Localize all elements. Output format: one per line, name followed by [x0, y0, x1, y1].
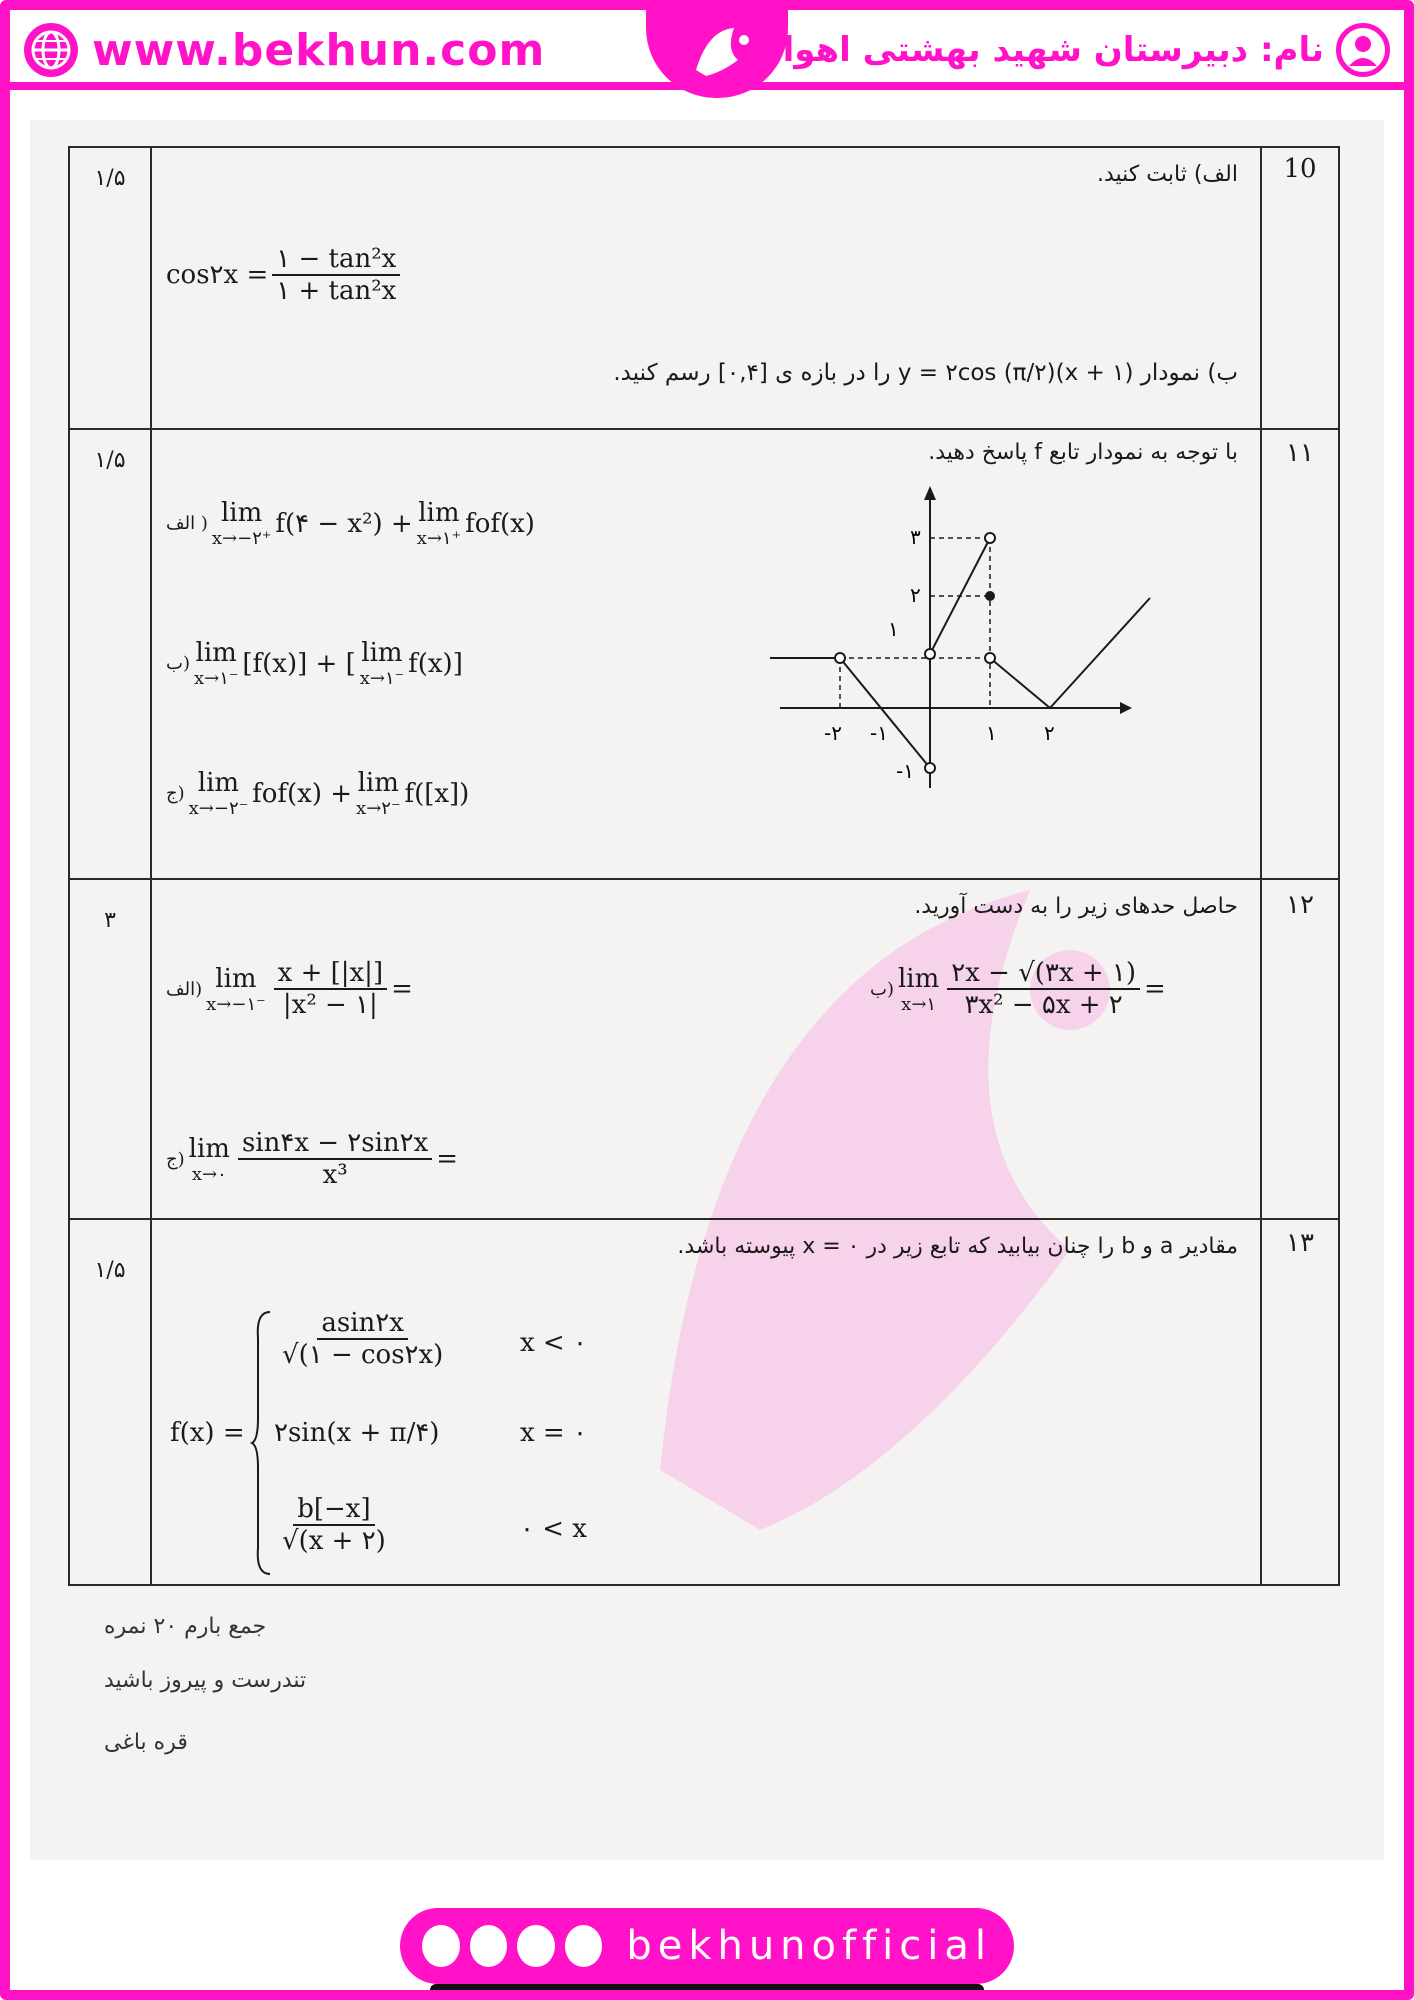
page-header [10, 10, 1404, 90]
instagram-icon[interactable] [565, 1925, 603, 1967]
q10-fraction [272, 244, 400, 306]
q13-row2-expression: ۲sin(x + π/۴) [274, 1418, 440, 1448]
limit [189, 1134, 230, 1185]
q11-b-body1: [f(x)] + [ [242, 648, 356, 679]
lim-text: lim [361, 638, 403, 668]
row-divider [70, 878, 1338, 880]
lim-sub: x→۱⁻ [193, 668, 239, 689]
lim-text: lim [188, 1133, 230, 1164]
q10-identity [166, 244, 404, 306]
q13-row3-condition: ۰ < x [520, 1514, 587, 1544]
q13-row1-condition: x < ۰ [520, 1328, 587, 1358]
teacher-name: قره باغی [104, 1730, 188, 1755]
question-score: ۱/۵ [94, 1258, 126, 1283]
number-column-divider [1260, 148, 1262, 1584]
q13-row1-fraction [278, 1308, 447, 1370]
y-tick-label: ۳ [910, 525, 921, 549]
q11-part-c [166, 768, 469, 819]
limit [194, 638, 238, 689]
q13-fx: f(x) = [170, 1418, 245, 1448]
q13-row2-condition: x = ۰ [520, 1418, 587, 1448]
denominator: x³ [322, 1160, 348, 1190]
limit [206, 964, 265, 1015]
q10-lhs: cos۲x = [166, 260, 269, 290]
numerator: asin۲x [317, 1308, 408, 1340]
y-axis-arrow [924, 486, 936, 500]
q11-prompt: با توجه به نمودار تابع f پاسخ دهید. [928, 440, 1238, 465]
lim-sub: x→۱⁻ [359, 668, 405, 689]
q12-b-fraction [947, 958, 1140, 1020]
site-url[interactable]: www.bekhun.com [92, 24, 546, 76]
globe-icon [24, 23, 78, 77]
lim-sub: x→−۱⁻ [206, 993, 266, 1015]
numerator: sin۴x − ۲sin۲x [238, 1128, 432, 1160]
q11-function-graph [760, 478, 1160, 798]
limit [212, 498, 271, 549]
limit [356, 768, 400, 819]
q11-c-body2: f([x]) [404, 778, 470, 809]
q11-b-label: ب) [166, 653, 190, 674]
equals-sign: = [1144, 974, 1166, 1004]
guide-lines [840, 538, 990, 708]
q11-part-b [166, 638, 463, 689]
q11-c-body1: fof(x) + [252, 778, 353, 809]
globe-lines [24, 23, 78, 77]
question-score: ۱/۵ [94, 448, 126, 473]
filled-point [985, 591, 995, 601]
x-tick-label: -۲ [824, 721, 842, 745]
lim-sub: x→۱ [901, 993, 937, 1015]
q11-c-label: ج) [166, 783, 185, 804]
total-score-note: جمع بارم ۲۰ نمره [104, 1614, 267, 1639]
denominator: √(۱ − cos۲x) [282, 1340, 444, 1370]
lim-text: lim [357, 768, 399, 798]
exam-table [68, 146, 1340, 1586]
school-title: نام: دبیرستان شهید بهشتی اهواز [763, 30, 1324, 70]
row-divider [70, 1218, 1338, 1220]
denominator: |x² − ۱| [282, 990, 378, 1020]
question-score: ۳ [104, 908, 116, 933]
q10-part-b: ب) نمودار y = ۲cos (π/۲)(x + ۱) را در بازه ی [۰,۴] رسم کنید. [613, 360, 1238, 386]
user-icon [1336, 23, 1390, 77]
limit [417, 498, 461, 549]
question-score: ۱/۵ [94, 166, 126, 191]
numerator: ۲x − √(۳x + ۱) [947, 958, 1140, 990]
open-point [835, 653, 845, 663]
youtube-icon[interactable] [470, 1925, 508, 1967]
site-link[interactable] [24, 22, 545, 78]
lim-sub: x→−۲⁺ [211, 528, 272, 549]
limit [189, 768, 248, 819]
x-axis-arrow [1120, 702, 1132, 714]
y-tick-label: ۲ [910, 583, 921, 607]
social-handle[interactable]: bekhunofficial [626, 1923, 993, 1969]
q11-a-body2: fof(x) [465, 508, 535, 539]
limit [898, 964, 939, 1015]
q12-a-fraction [274, 958, 387, 1020]
q13-piecewise [170, 1308, 690, 1578]
question-number: 10 [1283, 154, 1317, 184]
q12-part-b [870, 958, 1166, 1020]
open-point [985, 653, 995, 663]
social-bar[interactable] [400, 1908, 1014, 1984]
equals-sign: = [391, 974, 413, 1004]
aparat-icon[interactable] [422, 1925, 460, 1967]
q13-prompt: مقادیر a و b را چنان بیابید که تابع زیر در x = ۰ پیوسته باشد. [677, 1234, 1238, 1259]
question-number: ۱۳ [1286, 1228, 1314, 1258]
telegram-icon[interactable] [517, 1925, 555, 1967]
lim-text: lim [897, 963, 940, 994]
lim-sub: x→۱⁺ [416, 528, 462, 549]
x-tick-label: ۲ [1044, 721, 1055, 745]
q10-denominator: ۱ + tan²x [276, 276, 397, 306]
denominator: √(x + ۲) [282, 1526, 386, 1556]
open-point [985, 533, 995, 543]
y-tick-label: ۱ [888, 617, 899, 641]
equals-sign: = [436, 1144, 459, 1174]
numerator: x + [|x|] [274, 958, 387, 990]
q10-part-a: الف) ثابت کنید. [1096, 162, 1238, 187]
q11-a-label: الف ) [166, 513, 208, 534]
y-tick-label: -۱ [896, 759, 914, 783]
lim-text: lim [215, 963, 257, 994]
lim-text: lim [220, 498, 263, 528]
q13-row3-fraction [278, 1494, 390, 1556]
q12-prompt: حاصل حدهای زیر را به دست آورید. [914, 894, 1238, 919]
x-tick-label: -۱ [870, 721, 888, 745]
lim-sub: x→۲⁻ [356, 798, 401, 819]
open-point [925, 763, 935, 773]
q11-part-a [166, 498, 535, 549]
row-divider [70, 428, 1338, 430]
q12-b-label: ب) [870, 978, 894, 1000]
denominator: ۳x² − ۵x + ۲ [964, 990, 1123, 1020]
q10-numerator: ۱ − tan²x [272, 244, 400, 276]
lim-sub: x→۰ [191, 1163, 227, 1185]
lim-text: lim [197, 768, 240, 798]
q12-c-label: ج) [166, 1148, 185, 1170]
x-tick-label: ۱ [986, 721, 997, 745]
social-shadow [430, 1984, 984, 1996]
q11-a-body1: f(۴ − x²) + [275, 508, 413, 539]
q12-a-label: الف) [166, 978, 203, 1000]
question-number: ۱۲ [1286, 890, 1314, 920]
lim-sub: x→−۲⁻ [188, 798, 249, 819]
q12-part-c [166, 1128, 458, 1190]
score-column-divider [150, 148, 152, 1584]
wish-note: تندرست و پیروز باشید [104, 1668, 307, 1693]
open-point [925, 649, 935, 659]
q12-c-fraction [238, 1128, 432, 1190]
limit [360, 638, 404, 689]
question-number: ۱۱ [1286, 438, 1314, 468]
q11-b-body2: f(x)] [408, 648, 463, 679]
school-name [763, 22, 1390, 78]
lim-text: lim [418, 498, 460, 528]
numerator: b[−x] [293, 1494, 374, 1526]
q12-part-a [166, 958, 413, 1020]
left-brace [250, 1308, 274, 1578]
lim-text: lim [195, 638, 237, 668]
